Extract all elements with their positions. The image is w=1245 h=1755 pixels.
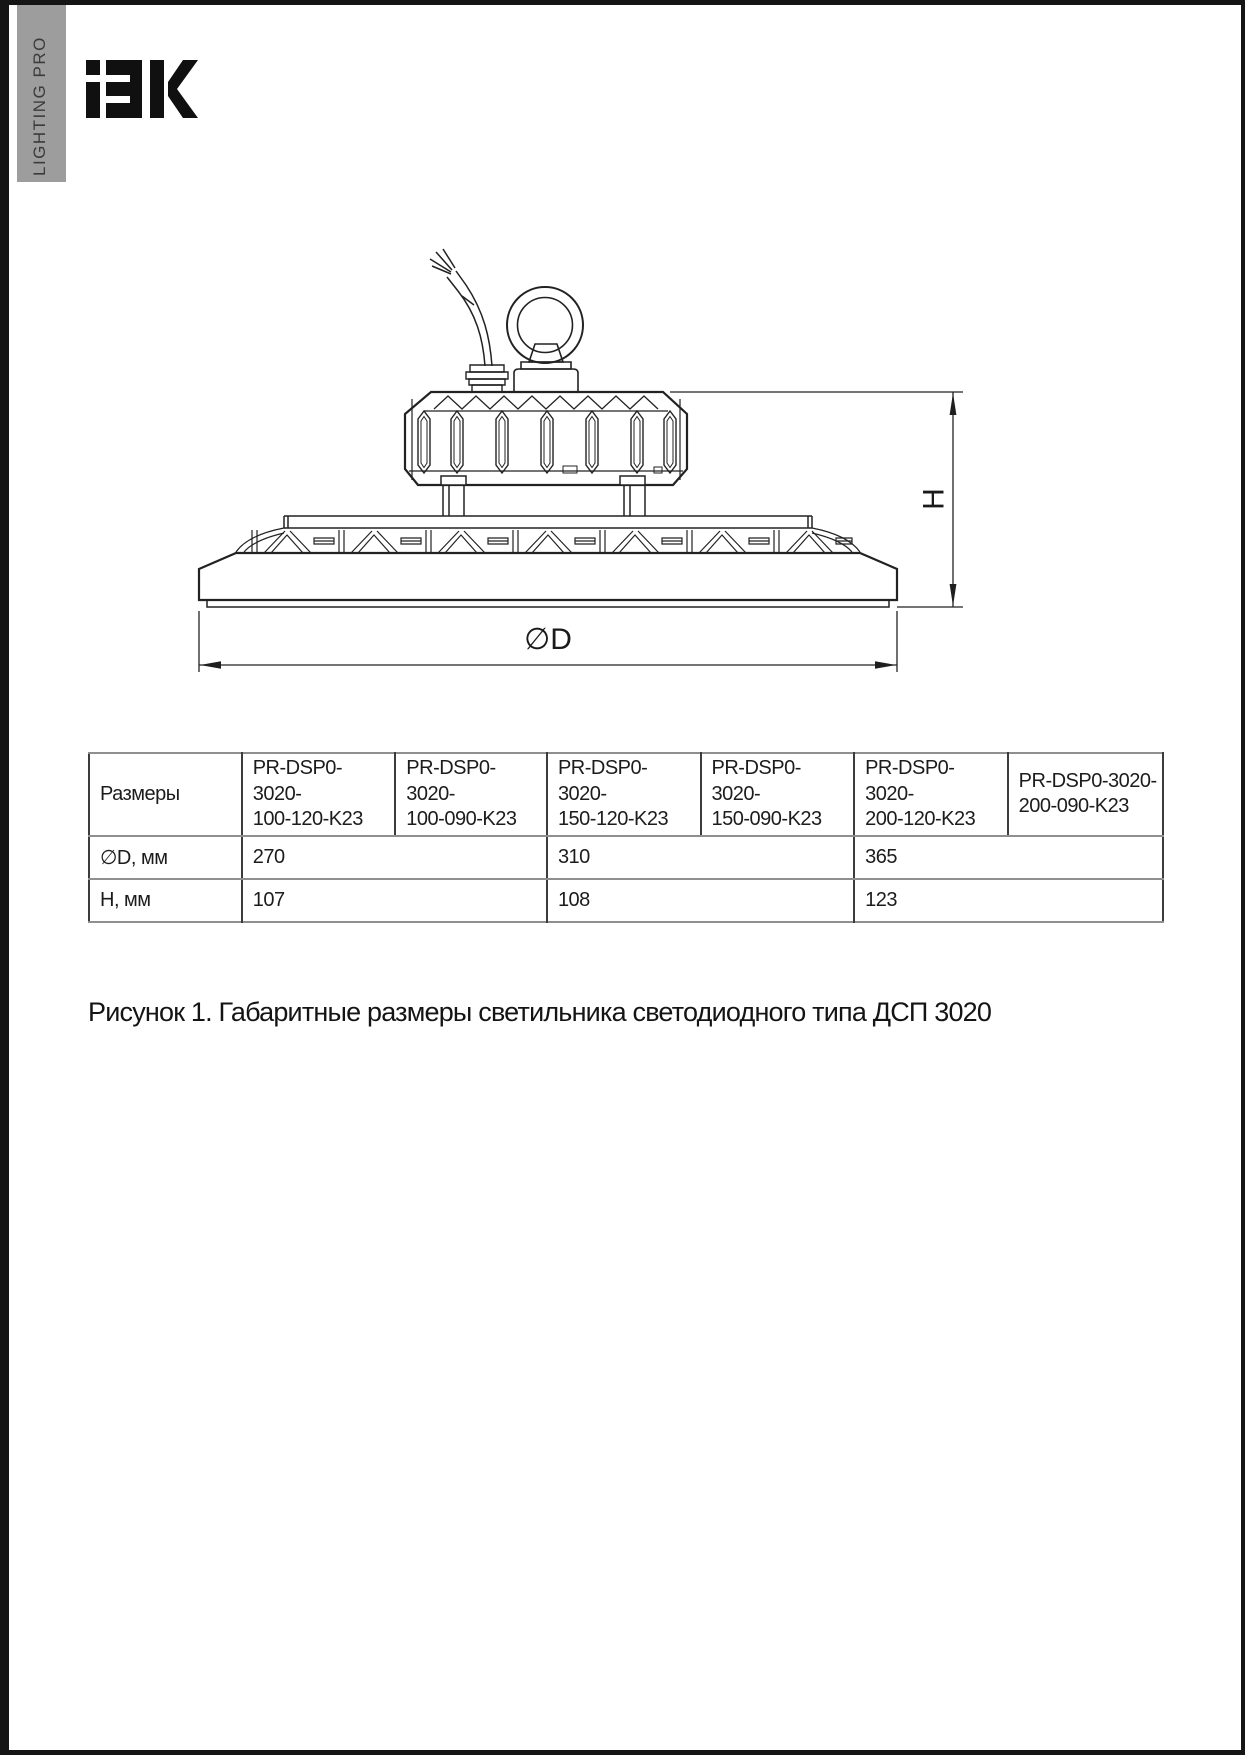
- drawing-lamp-body: [199, 553, 897, 607]
- height-value: 107: [242, 879, 547, 922]
- logo-k-arms: [168, 60, 198, 118]
- row-label-diameter: ∅D, мм: [89, 836, 242, 879]
- sidebar-label: LIGHTING PRO: [30, 36, 49, 176]
- diameter-value: 310: [547, 836, 854, 879]
- drawing-housing-fin-slots: [418, 411, 676, 473]
- logo-i-stem: [86, 82, 100, 118]
- arrow-left-icon: [200, 661, 221, 669]
- row-label-height: H, мм: [100, 888, 151, 911]
- table-row-diameter: [89, 836, 1163, 879]
- drawing-housing-zigzag-fins: [424, 396, 668, 411]
- iek-logo: [86, 60, 198, 118]
- drawing-mounting-plate: [284, 516, 812, 528]
- luminaire-dimension-drawing: [170, 225, 980, 690]
- diameter-value: 365: [854, 836, 1163, 879]
- col-header-sizes: Размеры: [89, 753, 242, 836]
- col-header-model: PR-DSP0-3020- 150-120-K23: [547, 753, 701, 836]
- table-header-row: [89, 753, 1163, 836]
- drawing-heatsink-trusses: [236, 528, 860, 553]
- arrow-right-icon: [875, 661, 896, 669]
- diameter-value: 270: [242, 836, 547, 879]
- drawing-support-posts: [441, 476, 645, 516]
- drawing-cable: [430, 249, 492, 366]
- dimensions-table: [88, 752, 1164, 923]
- dim-diameter-label: ∅D: [524, 623, 572, 656]
- logo-i-dot: [86, 60, 100, 75]
- col-header-model: PR-DSP0-3020- 150-090-K23: [701, 753, 855, 836]
- col-header-model: PR-DSP0-3020- 200-120-K23: [854, 753, 1008, 836]
- drawing-cable-frayed-wires: [430, 249, 455, 274]
- dim-height-label: H: [917, 488, 951, 510]
- col-header-model: PR-DSP0-3020- 100-120-K23: [242, 753, 396, 836]
- col-header-model: PR-DSP0-3020- 100-090-K23: [395, 753, 547, 836]
- drawing-eyebolt-mount: [514, 344, 578, 392]
- drawing-cable-gland: [466, 365, 508, 392]
- height-value: 108: [547, 879, 854, 922]
- figure-caption: Рисунок 1. Габаритные размеры светильника светодиодного типа ДСП 3020: [88, 997, 992, 1027]
- logo-e-bar: [106, 60, 132, 75]
- col-header-model: PR-DSP0-3020- 200-090-K23: [1008, 753, 1163, 836]
- dimensions-table-wrap: [88, 752, 1164, 923]
- dimension-D: [199, 611, 897, 672]
- arrow-up-icon: [950, 393, 957, 415]
- logo-e-bar: [106, 82, 132, 96]
- height-value: 123: [854, 879, 1163, 922]
- drawing-driver-housing: [405, 392, 687, 485]
- drawing-eyebolt-ring-outer: [507, 287, 583, 363]
- logo-e-bar: [106, 103, 132, 118]
- iek-logo-glyphs: [86, 60, 198, 118]
- dimension-H: [670, 392, 963, 607]
- logo-k-stem: [150, 60, 164, 118]
- table-row-height: [89, 879, 1163, 922]
- arrow-down-icon: [950, 584, 957, 606]
